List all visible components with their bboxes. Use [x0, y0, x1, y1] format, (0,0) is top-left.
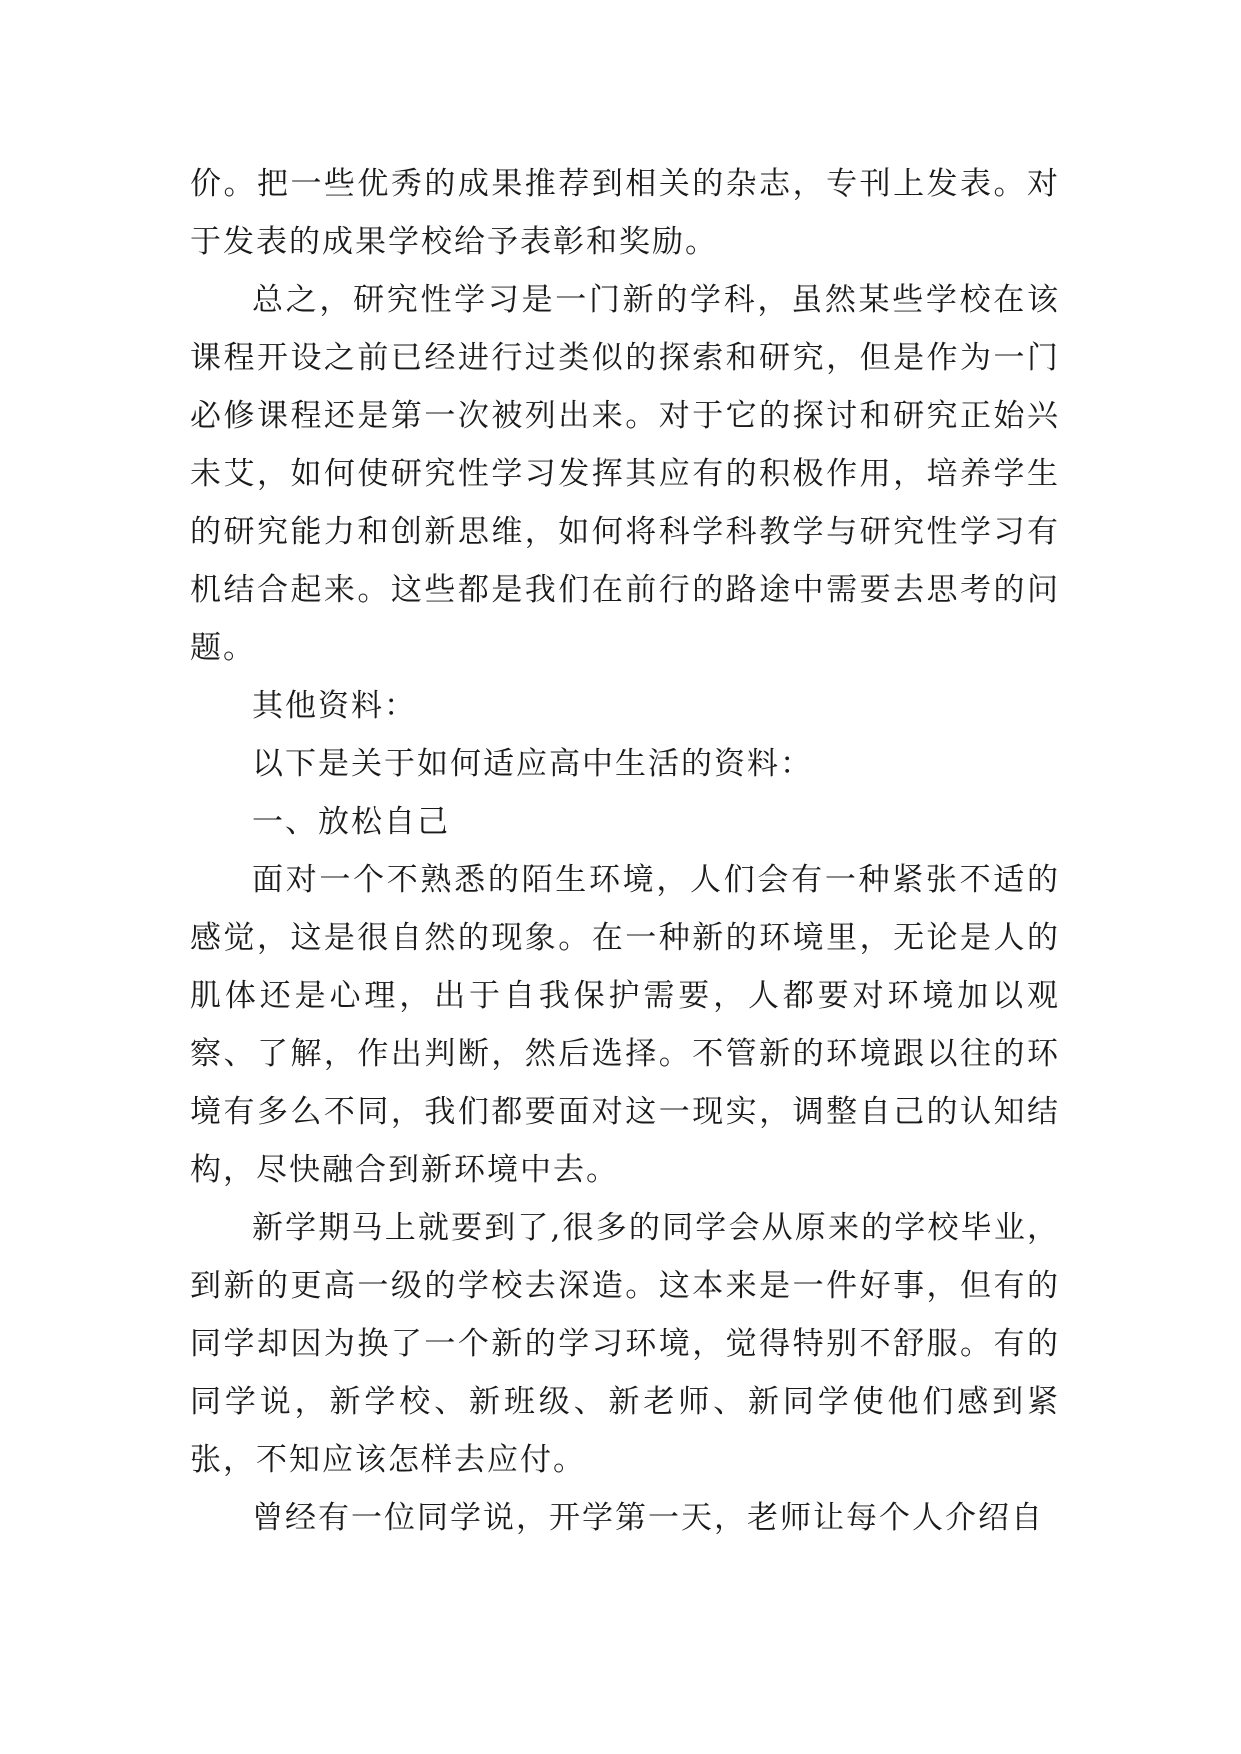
paragraph-4: 以下是关于如何适应高中生活的资料： — [252, 746, 813, 782]
section-heading: 一、放松自己 — [252, 804, 450, 840]
paragraph-3: 其他资料： — [252, 688, 417, 724]
paragraph-2: 总之，研究性学习是一门新的学科，虽然某些学校在该课程开设之前已经进行过类似的探索和研究，但是作为一门必修课程还是第一次被列出来。对于它的探讨和研究正始兴未艾，如何使研究性学习发挥其应有的积极作用，培养学生的研究能力和创新思维，如何将科学科教学与研究性学习有机结合起来。这些都是我们在前行的路途中需要去思考的问题。 — [190, 282, 1060, 666]
document-body — [190, 155, 1060, 1547]
paragraph-8: 曾经有一位同学说，开学第一天，老师让每个人介绍自 — [252, 1500, 1044, 1536]
paragraph-1: 价。把一些优秀的成果推荐到相关的杂志，专刊上发表。对于发表的成果学校给予表彰和奖励。 — [190, 166, 1060, 260]
paragraph-7: 新学期马上就要到了,很多的同学会从原来的学校毕业，到新的更高一级的学校去深造。这本来是一件好事，但有的同学却因为换了一个新的学习环境，觉得特别不舒服。有的同学说，新学校、新班级、新老师、新同学使他们感到紧张，不知应该怎样去应付。 — [190, 1210, 1060, 1478]
paragraph-6: 面对一个不熟悉的陌生环境，人们会有一种紧张不适的感觉，这是很自然的现象。在一种新的环境里，无论是人的肌体还是心理，出于自我保护需要，人都要对环境加以观察、了解，作出判断，然后选择。不管新的环境跟以往的环境有多么不同，我们都要面对这一现实，调整自己的认知结构，尽快融合到新环境中去。 — [190, 862, 1060, 1188]
